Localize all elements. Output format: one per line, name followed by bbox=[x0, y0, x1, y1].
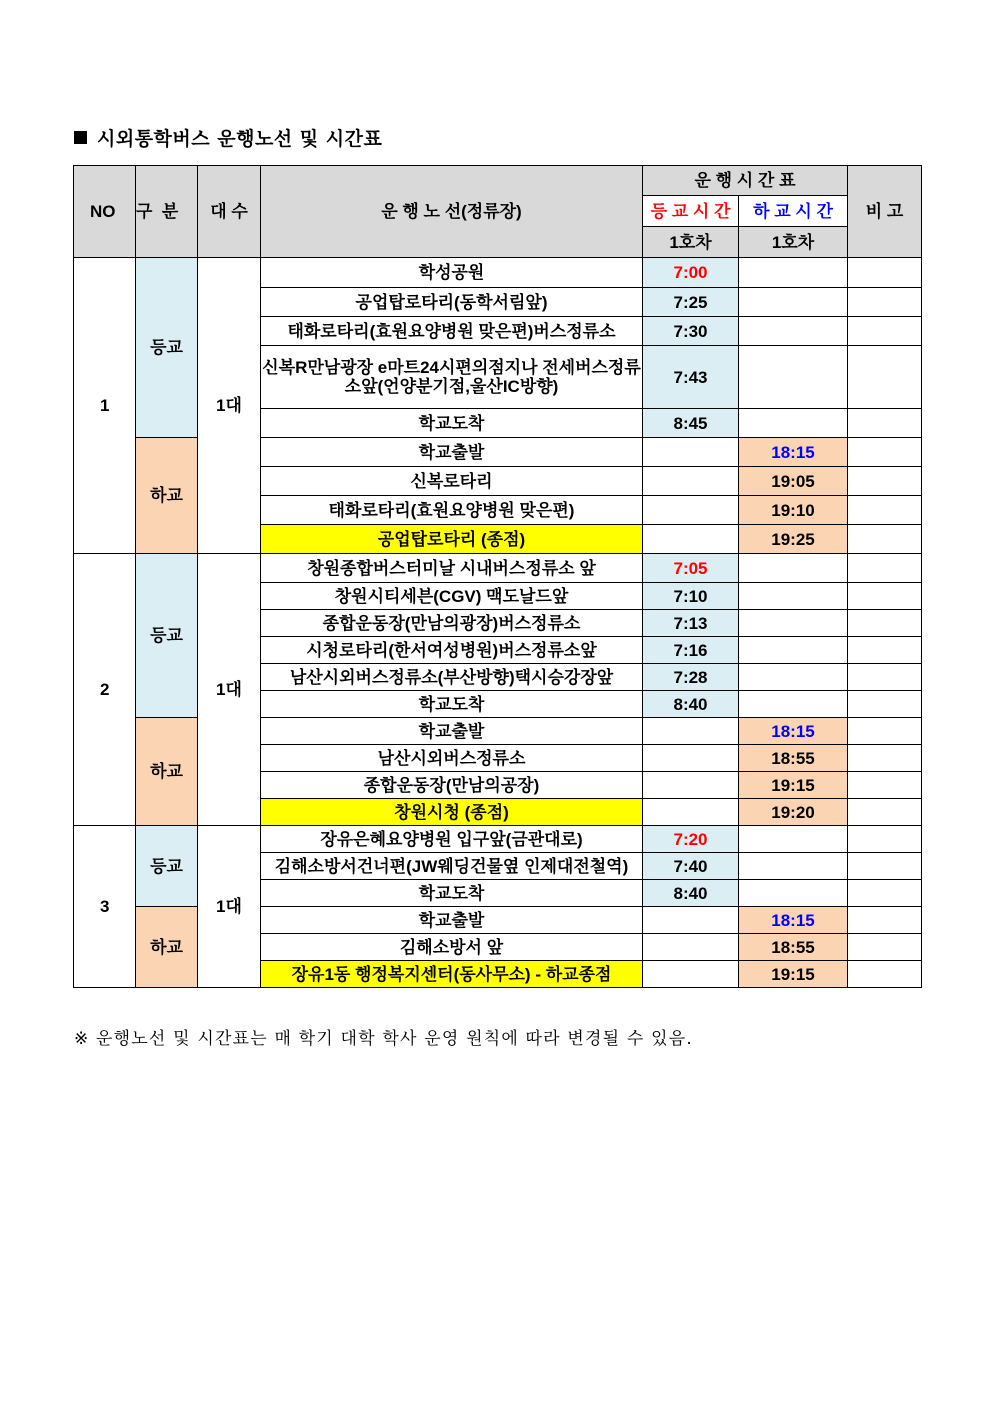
from-school-time: 19:20 bbox=[739, 799, 848, 826]
header-to-school: 등 교 시 간 bbox=[643, 196, 739, 227]
remarks-cell bbox=[848, 637, 922, 664]
header-count: 대 수 bbox=[198, 166, 261, 258]
from-school-time bbox=[739, 826, 848, 853]
from-school-time bbox=[739, 637, 848, 664]
to-school-time: 7:00 bbox=[643, 258, 739, 288]
bus-count: 1대 bbox=[198, 554, 261, 826]
from-school-label: 하교 bbox=[136, 907, 198, 988]
from-school-time bbox=[739, 317, 848, 346]
stop-name: 학교출발 bbox=[261, 718, 643, 745]
to-school-time bbox=[643, 525, 739, 554]
header-from-school: 하 교 시 간 bbox=[739, 196, 848, 227]
to-school-label: 등교 bbox=[136, 826, 198, 907]
from-school-time: 19:05 bbox=[739, 467, 848, 496]
route-number: 2 bbox=[74, 554, 136, 826]
bus-count: 1대 bbox=[198, 826, 261, 988]
stop-name: 김해소방서건너편(JW웨딩건물옆 인제대전철역) bbox=[261, 853, 643, 880]
remarks-cell bbox=[848, 525, 922, 554]
from-school-time: 19:15 bbox=[739, 961, 848, 988]
from-school-time bbox=[739, 409, 848, 438]
header-no: NO bbox=[74, 166, 136, 258]
header-car1-from: 1호차 bbox=[739, 227, 848, 258]
remarks-cell bbox=[848, 880, 922, 907]
to-school-label: 등교 bbox=[136, 258, 198, 438]
stop-name: 태화로타리(효원요양병원 맞은편) bbox=[261, 496, 643, 525]
to-school-time bbox=[643, 961, 739, 988]
to-school-time bbox=[643, 438, 739, 467]
header-remarks: 비 고 bbox=[848, 166, 922, 258]
remarks-cell bbox=[848, 438, 922, 467]
footnote: ※ 운행노선 및 시간표는 매 학기 대학 학사 운영 원칙에 따라 변경될 수 있음. bbox=[74, 1029, 693, 1049]
to-school-time bbox=[643, 496, 739, 525]
stop-name: 공업탑로타리(동학서림앞) bbox=[261, 288, 643, 317]
stop-name: 공업탑로타리 (종점) bbox=[261, 525, 643, 554]
remarks-cell bbox=[848, 826, 922, 853]
from-school-label: 하교 bbox=[136, 718, 198, 826]
from-school-time bbox=[739, 880, 848, 907]
stop-name: 장유은혜요양병원 입구앞(금관대로) bbox=[261, 826, 643, 853]
stop-name: 학교출발 bbox=[261, 907, 643, 934]
stop-name: 학성공원 bbox=[261, 258, 643, 288]
timetable-body bbox=[74, 258, 922, 988]
from-school-time: 18:15 bbox=[739, 907, 848, 934]
to-school-time: 7:30 bbox=[643, 317, 739, 346]
remarks-cell bbox=[848, 258, 922, 288]
page-title bbox=[74, 124, 382, 151]
to-school-time bbox=[643, 718, 739, 745]
route-number: 3 bbox=[74, 826, 136, 988]
remarks-cell bbox=[848, 934, 922, 961]
table-row bbox=[74, 554, 922, 583]
square-bullet-icon bbox=[74, 131, 87, 144]
remarks-cell bbox=[848, 691, 922, 718]
to-school-time: 7:43 bbox=[643, 346, 739, 409]
from-school-time bbox=[739, 258, 848, 288]
table-row bbox=[74, 258, 922, 288]
remarks-cell bbox=[848, 583, 922, 610]
remarks-cell bbox=[848, 799, 922, 826]
from-school-time: 18:15 bbox=[739, 438, 848, 467]
remarks-cell bbox=[848, 745, 922, 772]
stop-name: 학교도착 bbox=[261, 409, 643, 438]
to-school-time: 7:20 bbox=[643, 826, 739, 853]
page-title-text: 시외통학버스 운행노선 및 시간표 bbox=[97, 128, 383, 150]
from-school-time bbox=[739, 583, 848, 610]
to-school-time bbox=[643, 745, 739, 772]
table-row bbox=[74, 826, 922, 853]
to-school-time bbox=[643, 934, 739, 961]
remarks-cell bbox=[848, 467, 922, 496]
to-school-time: 7:25 bbox=[643, 288, 739, 317]
from-school-time bbox=[739, 664, 848, 691]
from-school-time bbox=[739, 554, 848, 583]
from-school-time: 19:10 bbox=[739, 496, 848, 525]
to-school-time: 7:16 bbox=[643, 637, 739, 664]
remarks-cell bbox=[848, 664, 922, 691]
stop-name: 학교출발 bbox=[261, 438, 643, 467]
to-school-time bbox=[643, 799, 739, 826]
stop-name: 남산시외버스정류소 bbox=[261, 745, 643, 772]
remarks-cell bbox=[848, 409, 922, 438]
from-school-time: 18:55 bbox=[739, 745, 848, 772]
to-school-time: 7:10 bbox=[643, 583, 739, 610]
to-school-time: 8:45 bbox=[643, 409, 739, 438]
from-school-label: 하교 bbox=[136, 438, 198, 554]
header-category: 구 분 bbox=[136, 166, 198, 258]
route-number: 1 bbox=[74, 258, 136, 554]
from-school-time bbox=[739, 610, 848, 637]
remarks-cell bbox=[848, 496, 922, 525]
from-school-time: 18:15 bbox=[739, 718, 848, 745]
remarks-cell bbox=[848, 317, 922, 346]
remarks-cell bbox=[848, 772, 922, 799]
remarks-cell bbox=[848, 554, 922, 583]
stop-name: 남산시외버스정류소(부산방향)택시승강장앞 bbox=[261, 664, 643, 691]
header-car1-to: 1호차 bbox=[643, 227, 739, 258]
remarks-cell bbox=[848, 610, 922, 637]
stop-name: 장유1동 행정복지센터(동사무소) - 하교종점 bbox=[261, 961, 643, 988]
to-school-time: 7:13 bbox=[643, 610, 739, 637]
remarks-cell bbox=[848, 853, 922, 880]
remarks-cell bbox=[848, 961, 922, 988]
to-school-time: 7:05 bbox=[643, 554, 739, 583]
from-school-time: 18:55 bbox=[739, 934, 848, 961]
header-route: 운 행 노 선(정류장) bbox=[261, 166, 643, 258]
stop-name: 창원종합버스터미날 시내버스정류소 앞 bbox=[261, 554, 643, 583]
remarks-cell bbox=[848, 288, 922, 317]
to-school-label: 등교 bbox=[136, 554, 198, 718]
from-school-time bbox=[739, 346, 848, 409]
stop-name: 신복R만남광장 e마트24시편의점지나 전세버스정류소앞(언양분기점,울산IC방향) bbox=[261, 346, 643, 409]
to-school-time bbox=[643, 772, 739, 799]
stop-name: 종합운동장(만남의광장)버스정류소 bbox=[261, 610, 643, 637]
stop-name: 학교도착 bbox=[261, 880, 643, 907]
stop-name: 창원시티세븐(CGV) 맥도날드앞 bbox=[261, 583, 643, 610]
stop-name: 종합운동장(만남의공장) bbox=[261, 772, 643, 799]
stop-name: 학교도착 bbox=[261, 691, 643, 718]
from-school-time: 19:25 bbox=[739, 525, 848, 554]
to-school-time: 7:40 bbox=[643, 853, 739, 880]
stop-name: 태화로타리(효원요양병원 맞은편)버스정류소 bbox=[261, 317, 643, 346]
bus-timetable bbox=[73, 165, 922, 988]
remarks-cell bbox=[848, 907, 922, 934]
remarks-cell bbox=[848, 718, 922, 745]
stop-name: 김해소방서 앞 bbox=[261, 934, 643, 961]
to-school-time bbox=[643, 467, 739, 496]
from-school-time: 19:15 bbox=[739, 772, 848, 799]
to-school-time: 8:40 bbox=[643, 691, 739, 718]
header-timetable: 운 행 시 간 표 bbox=[643, 166, 848, 196]
to-school-time: 7:28 bbox=[643, 664, 739, 691]
to-school-time bbox=[643, 907, 739, 934]
from-school-time bbox=[739, 691, 848, 718]
to-school-time: 8:40 bbox=[643, 880, 739, 907]
stop-name: 신복로타리 bbox=[261, 467, 643, 496]
bus-count: 1대 bbox=[198, 258, 261, 554]
from-school-time bbox=[739, 288, 848, 317]
stop-name: 창원시청 (종점) bbox=[261, 799, 643, 826]
stop-name: 시청로타리(한서여성병원)버스정류소앞 bbox=[261, 637, 643, 664]
remarks-cell bbox=[848, 346, 922, 409]
from-school-time bbox=[739, 853, 848, 880]
